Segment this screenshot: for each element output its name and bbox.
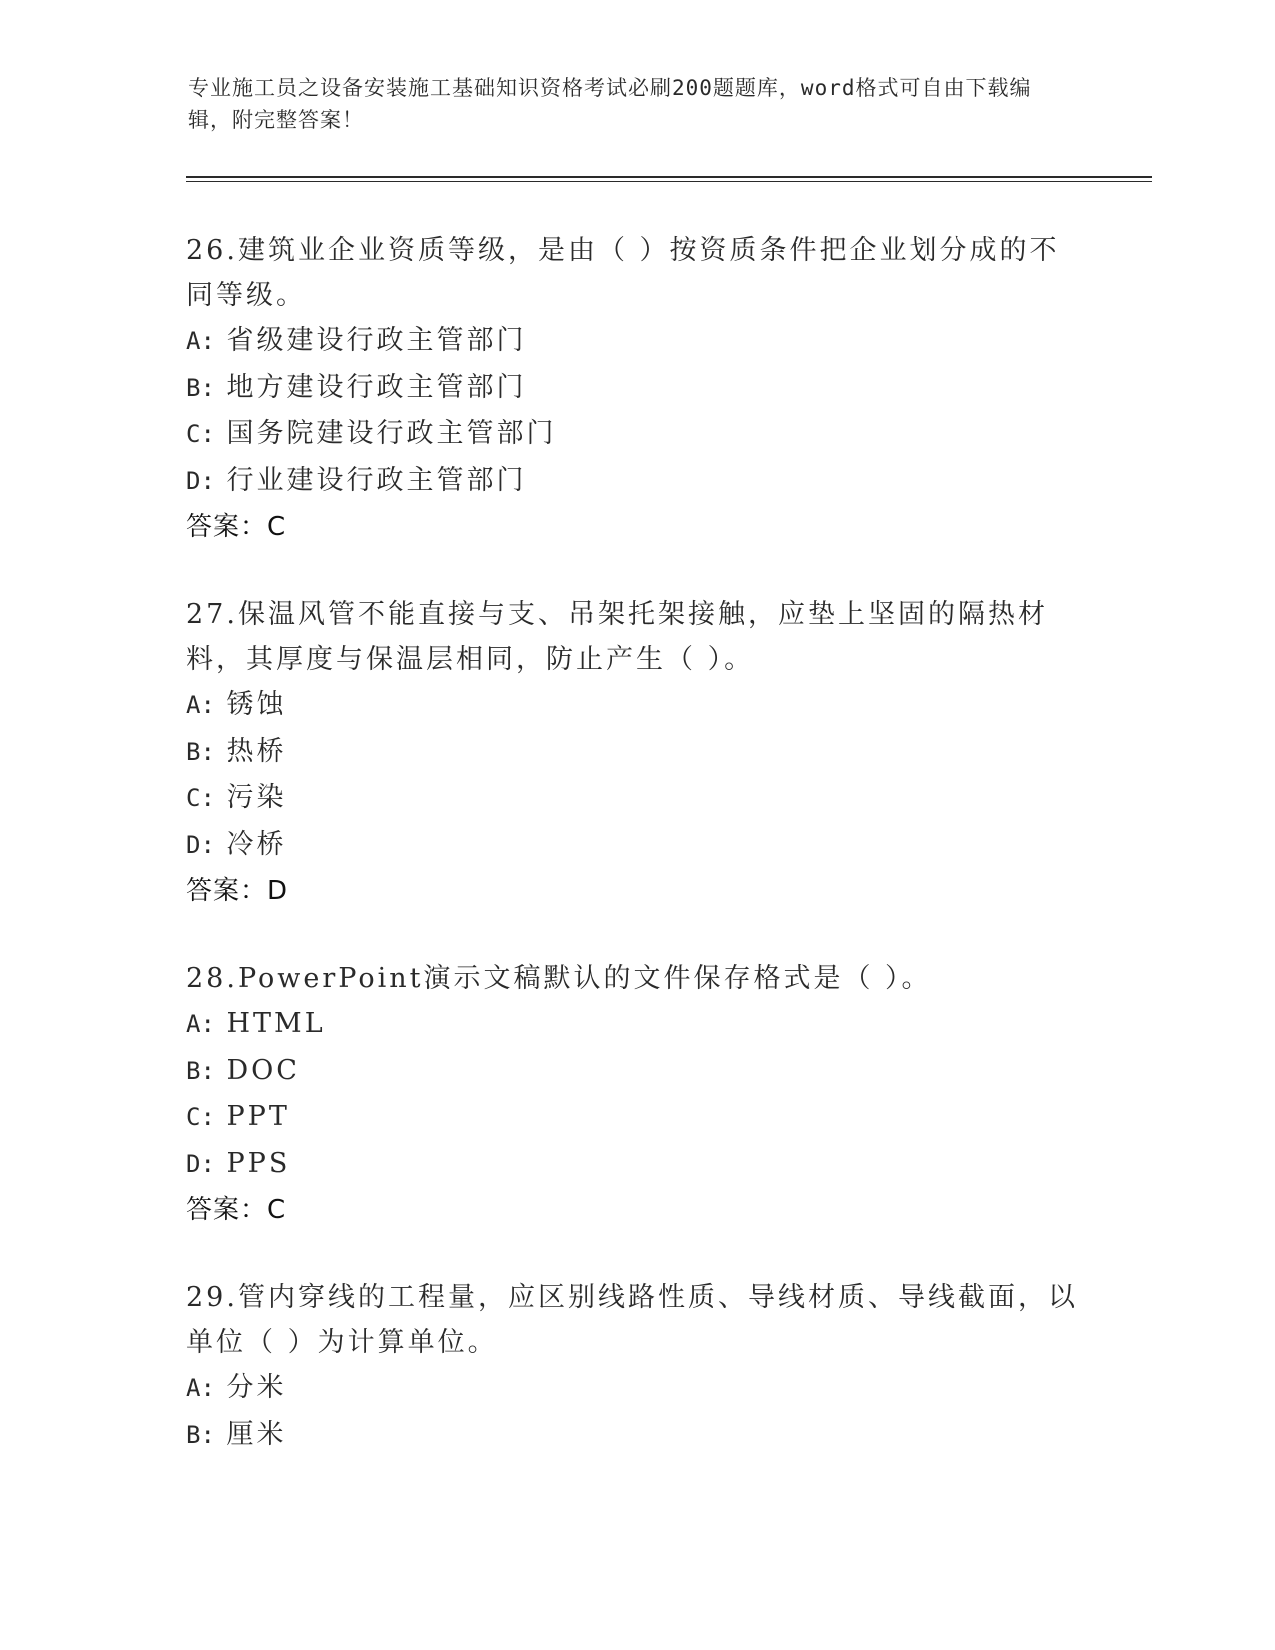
option-text: PPT bbox=[226, 1101, 290, 1132]
option-d bbox=[186, 458, 1086, 505]
option-text: HTML bbox=[226, 1008, 326, 1039]
option-text: 污染 bbox=[226, 782, 287, 813]
option-d bbox=[186, 822, 1086, 869]
option-key: D: bbox=[186, 830, 215, 859]
answer-line: 答案：C bbox=[186, 512, 287, 542]
option-key: C: bbox=[186, 1103, 215, 1131]
option-b bbox=[186, 1048, 1086, 1095]
option-text: 锈蚀 bbox=[226, 689, 287, 720]
option-text: 热桥 bbox=[226, 735, 287, 767]
option-a bbox=[186, 318, 1086, 365]
option-key: A: bbox=[186, 691, 215, 719]
option-b bbox=[186, 729, 1086, 776]
question-28 bbox=[186, 956, 1086, 1233]
option-c bbox=[186, 1094, 1086, 1141]
answer-line: 答案：D bbox=[186, 876, 289, 906]
option-a bbox=[186, 1365, 1086, 1412]
option-key: D: bbox=[186, 466, 215, 495]
question-stem: 26.建筑业企业资质等级，是由（ ）按资质条件把企业划分成的不同等级。 bbox=[186, 235, 1060, 311]
question-list bbox=[186, 228, 1086, 1500]
option-text: 分米 bbox=[226, 1372, 287, 1403]
option-b bbox=[186, 1412, 1086, 1459]
option-text: 国务院建设行政主管部门 bbox=[226, 418, 557, 449]
option-key: A: bbox=[186, 1374, 215, 1402]
option-text: PPS bbox=[226, 1147, 291, 1179]
option-key: C: bbox=[186, 420, 215, 448]
header-divider-thin bbox=[186, 181, 1152, 182]
question-stem: 29.管内穿线的工程量，应区别线路性质、导线材质、导线截面，以单位（ ）为计算单位。 bbox=[186, 1282, 1078, 1358]
option-c bbox=[186, 411, 1086, 458]
question-27 bbox=[186, 592, 1086, 914]
option-a bbox=[186, 682, 1086, 729]
option-key: A: bbox=[186, 1010, 215, 1038]
answer-line: 答案：C bbox=[186, 1195, 287, 1225]
option-key: D: bbox=[186, 1149, 215, 1178]
option-text: 省级建设行政主管部门 bbox=[226, 325, 527, 356]
option-text: 行业建设行政主管部门 bbox=[226, 464, 527, 496]
option-b bbox=[186, 365, 1086, 412]
option-text: 厘米 bbox=[226, 1418, 287, 1450]
option-key: C: bbox=[186, 784, 215, 812]
option-key: B: bbox=[186, 1056, 215, 1085]
option-c bbox=[186, 775, 1086, 822]
question-stem: 27.保温风管不能直接与支、吊架托架接触，应垫上坚固的隔热材料，其厚度与保温层相同，防止产生（ ）。 bbox=[186, 599, 1048, 675]
option-key: B: bbox=[186, 1420, 215, 1449]
document-header: 专业施工员之设备安装施工基础知识资格考试必刷200题题库，word格式可自由下载编辑，附完整答案！ bbox=[188, 76, 1032, 132]
option-a bbox=[186, 1001, 1086, 1048]
question-29 bbox=[186, 1275, 1086, 1458]
question-26 bbox=[186, 228, 1086, 550]
option-key: B: bbox=[186, 737, 215, 766]
option-key: B: bbox=[186, 373, 215, 402]
header-divider-thick bbox=[186, 176, 1152, 178]
option-text: 地方建设行政主管部门 bbox=[226, 371, 527, 403]
option-d bbox=[186, 1141, 1086, 1188]
question-stem: 28.PowerPoint演示文稿默认的文件保存格式是（ ）。 bbox=[186, 963, 932, 994]
option-text: 冷桥 bbox=[226, 828, 287, 860]
option-key: A: bbox=[186, 327, 215, 355]
option-text: DOC bbox=[226, 1054, 300, 1086]
